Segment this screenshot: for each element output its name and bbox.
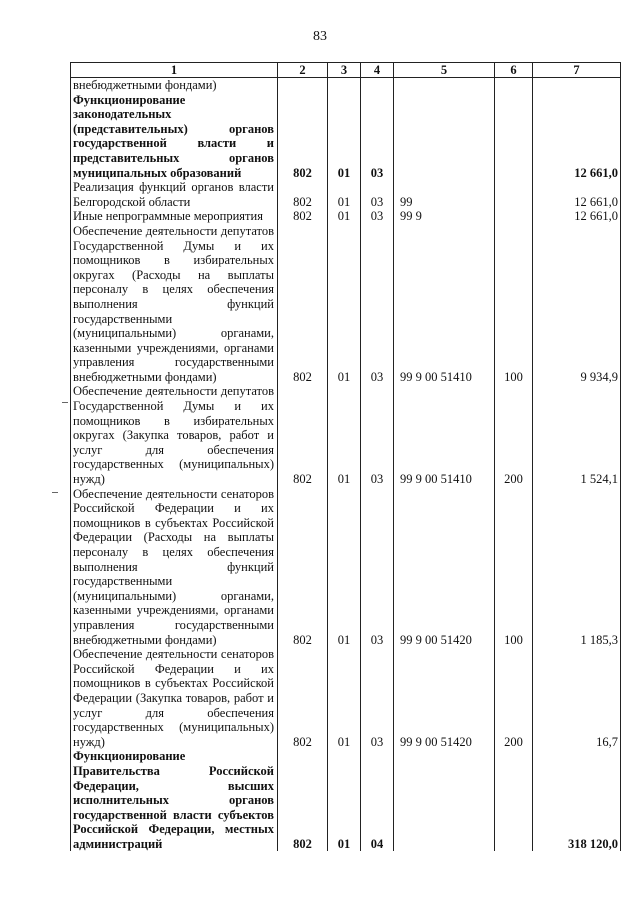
cell-gr: 802 xyxy=(278,487,328,648)
cell-sum: 318 120,0 xyxy=(533,749,621,851)
cell-csr: 99 9 00 51410 xyxy=(394,384,495,486)
cell-pr: 03 xyxy=(361,384,394,486)
column-header: 2 xyxy=(278,63,328,78)
table-row xyxy=(71,209,621,224)
row-name: Функционирование Правительства Российской Федерации, высших исполнительных органов государственной власти субъектов Российской Федерации, местных администраций xyxy=(71,749,278,851)
margin-mark xyxy=(52,492,58,493)
cell-gr: 802 xyxy=(278,180,328,209)
cell-rz: 01 xyxy=(328,384,361,486)
table-row xyxy=(71,647,621,749)
cell-sum xyxy=(533,78,621,93)
page-number: 83 xyxy=(313,29,327,44)
table-row xyxy=(71,78,621,93)
cell-sum: 16,7 xyxy=(533,647,621,749)
column-header: 6 xyxy=(495,63,533,78)
cell-gr: 802 xyxy=(278,93,328,181)
cell-csr xyxy=(394,93,495,181)
cell-rz: 01 xyxy=(328,487,361,648)
header-row xyxy=(71,63,621,78)
row-name: Функционирование законодательных (представительных) органов государственной власти и представительных органов муниципальных образований xyxy=(71,93,278,181)
cell-rz: 01 xyxy=(328,209,361,224)
cell-sum: 1 185,3 xyxy=(533,487,621,648)
cell-gr: 802 xyxy=(278,224,328,385)
cell-pr: 03 xyxy=(361,209,394,224)
cell-rz: 01 xyxy=(328,749,361,851)
cell-vr xyxy=(495,78,533,93)
row-name: внебюджетными фондами) xyxy=(71,78,278,93)
column-header: 5 xyxy=(394,63,495,78)
column-header: 1 xyxy=(71,63,278,78)
table-row xyxy=(71,749,621,851)
cell-sum: 9 934,9 xyxy=(533,224,621,385)
cell-gr: 802 xyxy=(278,749,328,851)
cell-gr: 802 xyxy=(278,384,328,486)
cell-csr: 99 9 xyxy=(394,209,495,224)
cell-pr xyxy=(361,78,394,93)
cell-rz xyxy=(328,78,361,93)
cell-vr: 200 xyxy=(495,384,533,486)
cell-vr xyxy=(495,93,533,181)
cell-gr xyxy=(278,78,328,93)
row-name: Обеспечение деятельности депутатов Государственной Думы и их помощников в избирательных округах (Закупка товаров, работ и услуг для обеспечения государственных (муниципальных) нужд) xyxy=(71,384,278,486)
cell-sum: 1 524,1 xyxy=(533,384,621,486)
cell-vr xyxy=(495,180,533,209)
cell-csr xyxy=(394,78,495,93)
table-row xyxy=(71,224,621,385)
column-header: 7 xyxy=(533,63,621,78)
row-name: Реализация функций органов власти Белгородской области xyxy=(71,180,278,209)
cell-sum: 12 661,0 xyxy=(533,180,621,209)
table-row xyxy=(71,487,621,648)
cell-rz: 01 xyxy=(328,647,361,749)
cell-rz: 01 xyxy=(328,180,361,209)
budget-table xyxy=(70,62,621,851)
cell-vr: 200 xyxy=(495,647,533,749)
cell-sum: 12 661,0 xyxy=(533,209,621,224)
cell-csr: 99 9 00 51420 xyxy=(394,487,495,648)
cell-rz: 01 xyxy=(328,93,361,181)
margin-mark xyxy=(62,402,68,403)
cell-csr: 99 9 00 51410 xyxy=(394,224,495,385)
cell-vr: 100 xyxy=(495,224,533,385)
cell-pr: 03 xyxy=(361,224,394,385)
cell-sum: 12 661,0 xyxy=(533,93,621,181)
column-header: 4 xyxy=(361,63,394,78)
row-name: Обеспечение деятельности депутатов Государственной Думы и их помощников в избирательных округах (Расходы на выплаты персоналу в целях обеспечения выполнения функций государственными (муниципальными) органами, казенными учреждениями, органами управления государственными внебюджетными фондами) xyxy=(71,224,278,385)
cell-vr: 100 xyxy=(495,487,533,648)
cell-pr: 03 xyxy=(361,647,394,749)
cell-vr xyxy=(495,209,533,224)
cell-rz: 01 xyxy=(328,224,361,385)
column-header: 3 xyxy=(328,63,361,78)
table-row xyxy=(71,93,621,181)
cell-pr: 03 xyxy=(361,487,394,648)
row-name: Обеспечение деятельности сенаторов Российской Федерации и их помощников в субъектах Российской Федерации (Расходы на выплаты персоналу в целях обеспечения выполнения функций государственными (муниципальными) органами, казенными учреждениями, органами управления государственными внебюджетными фондами) xyxy=(71,487,278,648)
row-name: Иные непрограммные мероприятия xyxy=(71,209,278,224)
cell-pr: 03 xyxy=(361,93,394,181)
cell-csr xyxy=(394,749,495,851)
cell-pr: 04 xyxy=(361,749,394,851)
table-row xyxy=(71,180,621,209)
row-name: Обеспечение деятельности сенаторов Российской Федерации и их помощников в субъектах Российской Федерации (Закупка товаров, работ и услуг для обеспечения государственных (муниципальных) нужд) xyxy=(71,647,278,749)
cell-gr: 802 xyxy=(278,209,328,224)
cell-gr: 802 xyxy=(278,647,328,749)
cell-csr: 99 xyxy=(394,180,495,209)
cell-csr: 99 9 00 51420 xyxy=(394,647,495,749)
cell-vr xyxy=(495,749,533,851)
cell-pr: 03 xyxy=(361,180,394,209)
table-row xyxy=(71,384,621,486)
